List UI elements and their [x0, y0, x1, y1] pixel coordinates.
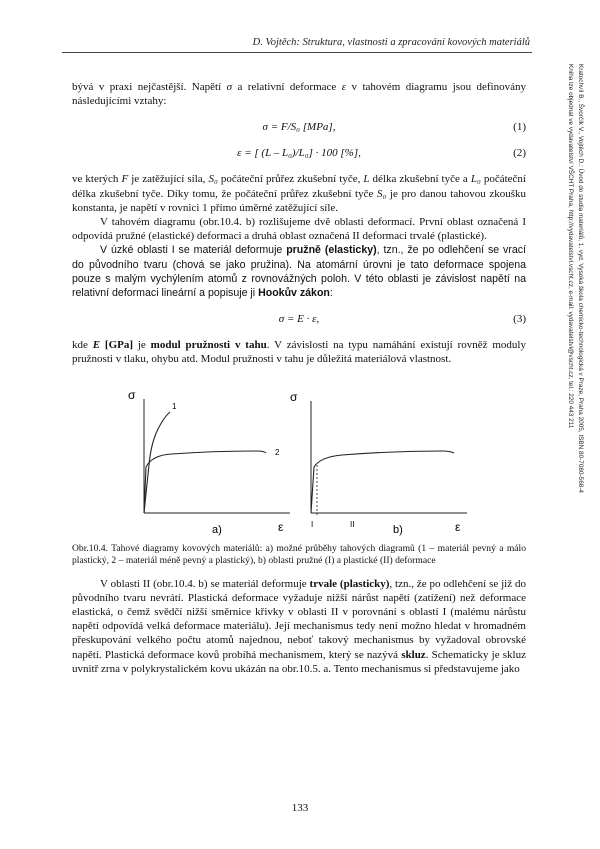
y-axis-label: σ — [128, 387, 136, 402]
equation-number: (3) — [513, 313, 526, 326]
equation-1 — [72, 120, 526, 134]
page-content — [72, 80, 526, 676]
figure-graphic — [72, 385, 526, 537]
equation-formula: σ = E · ε, — [278, 313, 320, 326]
panel-a-tag: a) — [212, 523, 222, 536]
curve-2 — [144, 451, 266, 513]
equation-number: (1) — [513, 121, 526, 134]
panel-a — [128, 388, 290, 536]
panel-b-tag: b) — [393, 523, 403, 536]
paragraph: V tahovém diagramu (obr.10.4. b) rozlišujeme dvě oblasti deformací. První oblast označená I odpovídá pružné (elastické) deformaci a druhá oblast označená II deformaci trvalé (plastické). — [72, 216, 526, 243]
x-axis-label: ε — [278, 519, 284, 534]
header-rule — [62, 52, 532, 53]
equation-formula: σ = F/S₀ [MPa], — [262, 121, 336, 134]
panel-b — [290, 390, 467, 536]
curve-1-label: 1 — [172, 401, 177, 411]
paragraph: ve kterých F je zatěžující síla, S₀ počáteční průřez zkušební tyče, L délka zkušební tyče a L₀ počáteční délka zkušební tyče. Díky tomu, že počáteční průřez zkušební tyče S₀ je pro danou tahovou zkoušku konstanta, je napětí v rovnici 1 přímo úměrné zatěžující síle. — [72, 173, 526, 214]
running-header: D. Vojtěch: Struktura, vlastnosti a zpracování kovových materiálů — [252, 37, 530, 48]
region-2-label: II — [350, 519, 355, 529]
paragraph: V úzké oblasti I se materiál deformuje pružně (elasticky), tzn., že po odlehčení se vrací do původního tvaru (chová se jako pružina). Na atomární úrovni je tato deformace spojena pouze s malým vychýlením atomů z rovnovážných poloh. V této oblasti je závislost napětí na relativní deformaci lineární a popisuje ji Hookův zákon: — [72, 244, 526, 300]
paragraph: V oblasti II (obr.10.4. b) se materiál deformuje trvale (plasticky), tzn., že po odlehčení se již do původního tvaru nevrátí. Plastická deformace vyžaduje nižší nárůst napětí (zatížení) než deformace elastická, o čemž svědčí nižší směrnice křivky v oblasti II v porovnání s oblastí I (malému nárůstu napětí odpovídá velká deformace materiálu). Její mechanismus tedy není možno hledat v hromadném přeskupování velkého počtu atomů najednou, neboť takový mechanismus by vyžadoval obrovské napětí. Plastická deformace kovů probíhá mechanismem, který se nazývá skluz. Schematicky je skluz uvnitř zrna v polykrystalickém kovu ukázán na obr.10.5. a. Tento mechanismus si představujeme jako — [72, 577, 527, 675]
sidebar-citation-line: Kratochvíl B., Švorčík V., Vojtěch D.: Úvod do studia materiálů, 1. vyd. Vysoká škola chemicko-technologická v Praze, Praha 2005, ISBN 80-7080-568-4 — [577, 64, 584, 493]
page-number: 133 — [291, 802, 309, 814]
y-axis-label: σ — [290, 389, 298, 404]
equation-formula: ε = [ (L – L₀)/L₀] · 100 [%], — [237, 147, 361, 160]
paragraph: bývá v praxi nejčastější. Napětí σ a relativní deformace ε v tahovém diagramu jsou definovány následujícími vztahy: — [72, 81, 526, 108]
curve-1 — [144, 412, 170, 513]
equation-2 — [72, 146, 526, 160]
curve-2-label: 2 — [275, 447, 280, 457]
figure-caption: Obr.10.4. Tahové diagramy kovových materiálů: a) možné průběhy tahových diagramů (1 – materiál pevný a málo plastický, 2 – materiál méně pevný a plastický), b) oblasti pružné (I) a plastické (II) deformace — [72, 542, 526, 566]
equation-3 — [72, 312, 526, 326]
paragraph: kde E [GPa] je modul pružnosti v tahu. V závislosti na typu namáhání existují rovněž moduly pružnosti v tlaku, ohybu atd. Modul pružnosti v tahu je důležitá materiálová vlastnost. — [72, 339, 526, 366]
equation-number: (2) — [513, 147, 526, 160]
region-1-label: I — [311, 519, 314, 529]
sidebar-citation — [560, 64, 584, 624]
stress-strain-curve — [311, 451, 454, 513]
figure-tensile-diagrams — [72, 385, 526, 537]
x-axis-label: ε — [455, 519, 461, 534]
sidebar-order-line: Kniha lze objednat ve vydavatelství VŠCHT Praha, http://vydavatelstvi.vscht.cz, e-mail: vydavatelstvi@vscht.cz, tel.: 220 443 211 — [567, 64, 574, 429]
